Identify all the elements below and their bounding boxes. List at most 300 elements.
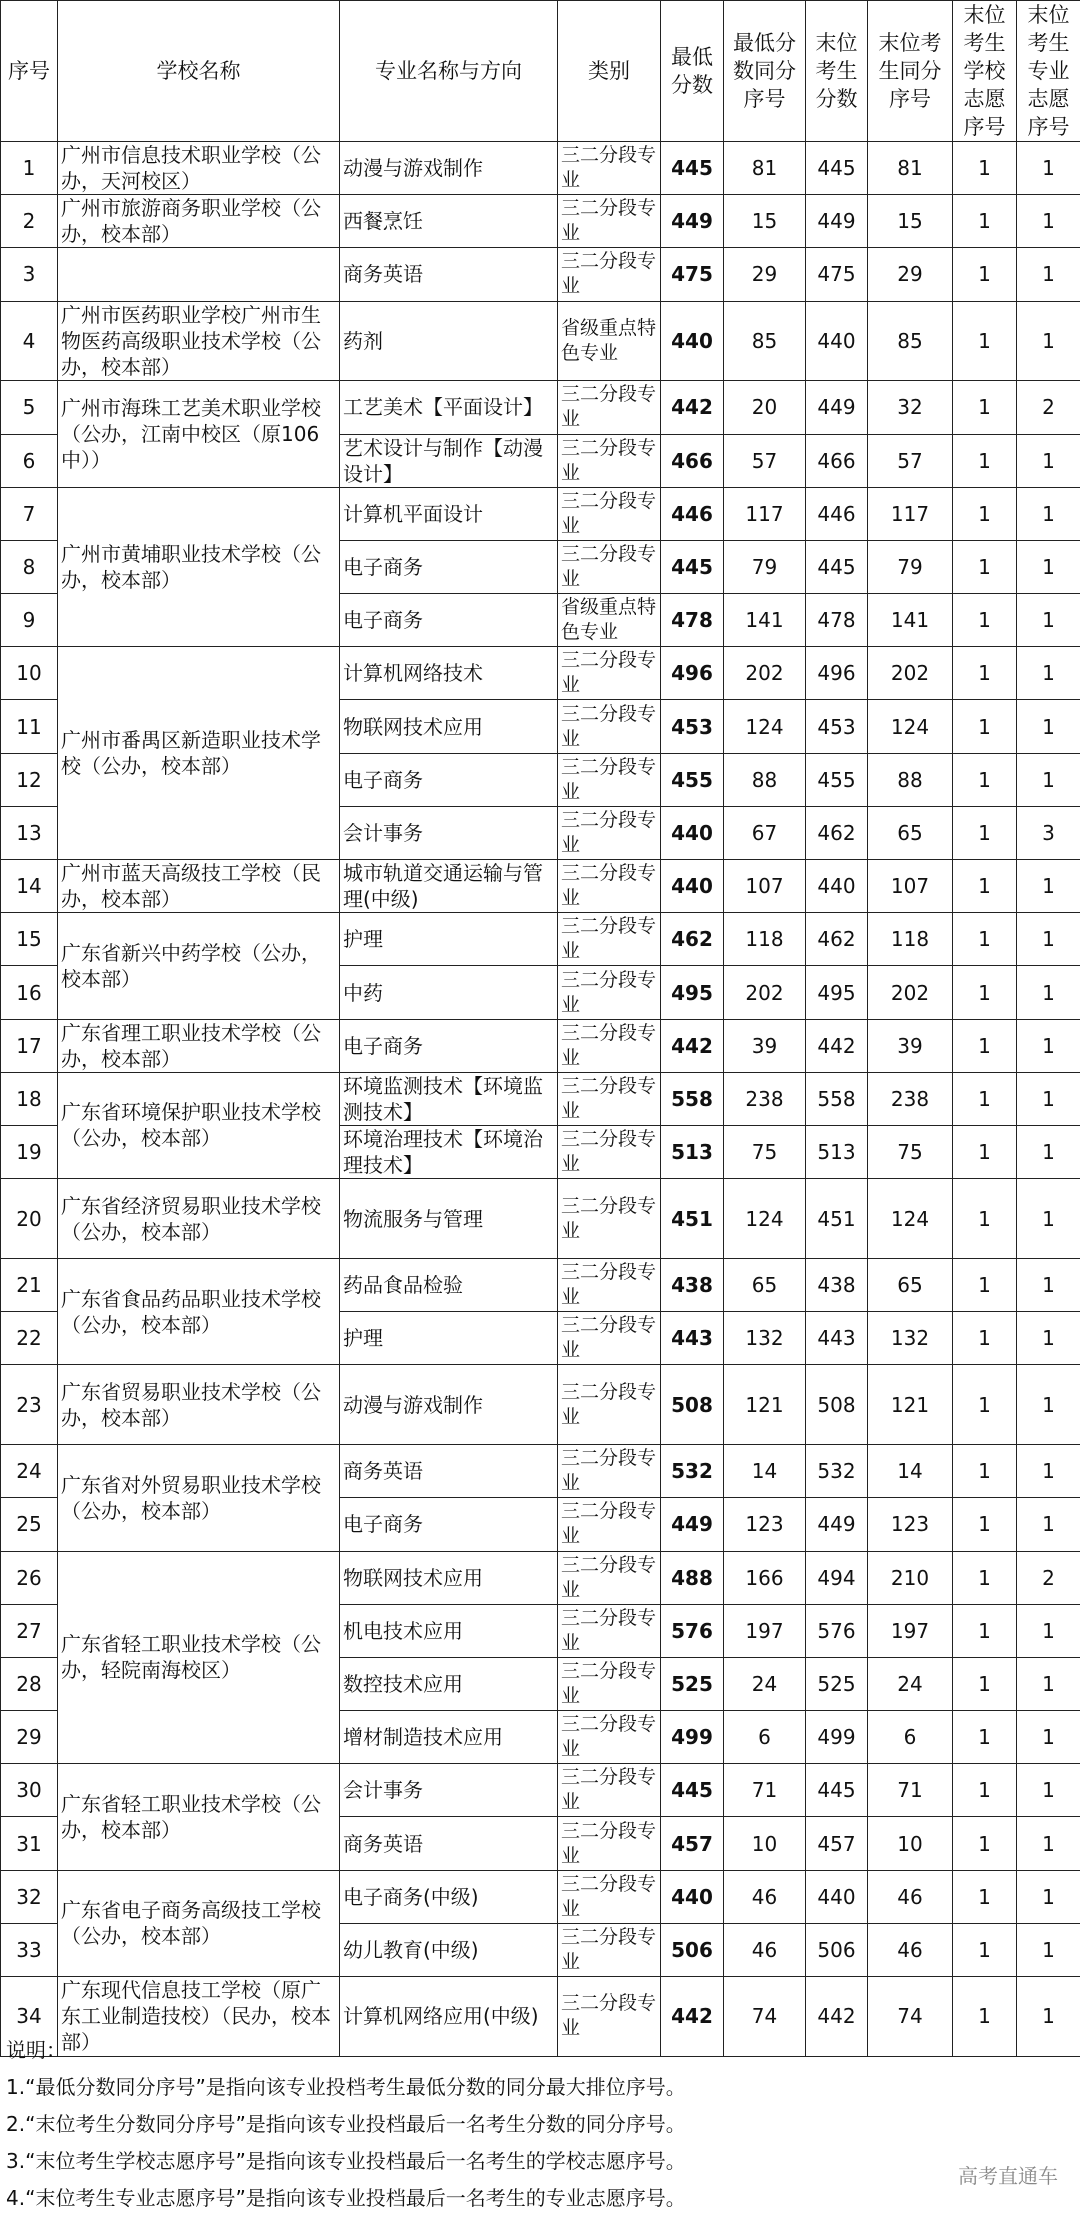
last-major-pref: 1 [1017, 753, 1080, 806]
last-score-rank: 65 [868, 806, 953, 859]
header-last-score: 末位考生分数 [806, 1, 868, 142]
last-score-rank: 71 [868, 1764, 953, 1817]
last-score-rank: 29 [868, 248, 953, 301]
last-score: 462 [806, 806, 868, 859]
last-major-pref: 1 [1017, 913, 1080, 966]
major-name: 城市轨道交通运输与管理(中级) [340, 860, 558, 913]
header-no: 序号 [1, 1, 58, 142]
last-major-pref: 1 [1017, 301, 1080, 381]
last-score-rank: 202 [868, 966, 953, 1019]
row-number: 6 [1, 434, 58, 487]
last-major-pref: 1 [1017, 1657, 1080, 1710]
min-score: 445 [661, 1764, 724, 1817]
category: 三二分段专业 [558, 1258, 661, 1311]
min-score-rank: 141 [724, 594, 806, 647]
last-school-pref: 1 [953, 1125, 1017, 1178]
school-name: 广东省新兴中药学校（公办，校本部） [58, 913, 340, 1019]
row-number: 7 [1, 487, 58, 540]
category: 三二分段专业 [558, 1072, 661, 1125]
last-score-rank: 32 [868, 381, 953, 434]
last-school-pref: 1 [953, 913, 1017, 966]
last-school-pref: 1 [953, 1498, 1017, 1551]
category: 三二分段专业 [558, 1977, 661, 2057]
last-score: 449 [806, 381, 868, 434]
min-score-rank: 238 [724, 1072, 806, 1125]
major-name: 电子商务 [340, 540, 558, 593]
last-score: 443 [806, 1312, 868, 1365]
row-number: 17 [1, 1019, 58, 1072]
min-score-rank: 46 [724, 1870, 806, 1923]
category: 三二分段专业 [558, 1923, 661, 1976]
last-major-pref: 1 [1017, 594, 1080, 647]
last-major-pref: 1 [1017, 1711, 1080, 1764]
min-score: 445 [661, 540, 724, 593]
min-score-rank: 88 [724, 753, 806, 806]
last-score: 440 [806, 860, 868, 913]
major-name: 环境治理技术【环境治理技术】 [340, 1125, 558, 1178]
min-score: 449 [661, 1498, 724, 1551]
last-score: 446 [806, 487, 868, 540]
min-score: 440 [661, 1870, 724, 1923]
last-score: 462 [806, 913, 868, 966]
last-major-pref: 1 [1017, 1125, 1080, 1178]
row-number: 4 [1, 301, 58, 381]
min-score: 440 [661, 860, 724, 913]
min-score: 576 [661, 1604, 724, 1657]
last-major-pref: 1 [1017, 1923, 1080, 1976]
table-row [1, 913, 1080, 966]
last-major-pref: 1 [1017, 1258, 1080, 1311]
last-score: 496 [806, 647, 868, 700]
last-major-pref: 1 [1017, 1019, 1080, 1072]
last-major-pref: 1 [1017, 1604, 1080, 1657]
row-number: 13 [1, 806, 58, 859]
last-school-pref: 1 [953, 1072, 1017, 1125]
last-school-pref: 1 [953, 806, 1017, 859]
major-name: 电子商务 [340, 1498, 558, 1551]
last-score-rank: 88 [868, 753, 953, 806]
category: 三二分段专业 [558, 1365, 661, 1445]
table-row [1, 647, 1080, 700]
last-score-rank: 210 [868, 1551, 953, 1604]
min-score-rank: 20 [724, 381, 806, 434]
row-number: 29 [1, 1711, 58, 1764]
last-school-pref: 1 [953, 381, 1017, 434]
min-score-rank: 123 [724, 1498, 806, 1551]
row-number: 26 [1, 1551, 58, 1604]
major-name: 商务英语 [340, 1445, 558, 1498]
min-score: 443 [661, 1312, 724, 1365]
min-score: 513 [661, 1125, 724, 1178]
last-school-pref: 1 [953, 1657, 1017, 1710]
category: 三二分段专业 [558, 381, 661, 434]
last-school-pref: 1 [953, 1365, 1017, 1445]
category: 三二分段专业 [558, 966, 661, 1019]
row-number: 21 [1, 1258, 58, 1311]
min-score-rank: 29 [724, 248, 806, 301]
last-score: 440 [806, 1870, 868, 1923]
category: 三二分段专业 [558, 195, 661, 248]
last-score: 445 [806, 142, 868, 195]
note-line: 3.“末位考生学校志愿序号”是指向该专业投档最后一名考生的学校志愿序号。 [6, 2149, 686, 2173]
header-min-score: 最低分数 [661, 1, 724, 142]
last-score: 513 [806, 1125, 868, 1178]
last-score: 576 [806, 1604, 868, 1657]
last-score-rank: 132 [868, 1312, 953, 1365]
last-score: 508 [806, 1365, 868, 1445]
last-major-pref: 2 [1017, 1551, 1080, 1604]
last-score-rank: 117 [868, 487, 953, 540]
last-school-pref: 1 [953, 1019, 1017, 1072]
row-number: 9 [1, 594, 58, 647]
category: 三二分段专业 [558, 1604, 661, 1657]
category: 三二分段专业 [558, 647, 661, 700]
school-name: 广州市海珠工艺美术职业学校（公办，江南中校区（原106中）） [58, 381, 340, 487]
min-score-rank: 197 [724, 1604, 806, 1657]
last-school-pref: 1 [953, 487, 1017, 540]
school-name: 广东省贸易职业技术学校（公办，校本部） [58, 1365, 340, 1445]
major-name: 西餐烹饪 [340, 195, 558, 248]
last-score-rank: 74 [868, 1977, 953, 2057]
last-school-pref: 1 [953, 540, 1017, 593]
category: 三二分段专业 [558, 248, 661, 301]
table-row [1, 1179, 1080, 1259]
row-number: 27 [1, 1604, 58, 1657]
last-major-pref: 1 [1017, 1817, 1080, 1870]
table-row [1, 1445, 1080, 1498]
last-score-rank: 202 [868, 647, 953, 700]
last-score-rank: 81 [868, 142, 953, 195]
major-name: 幼儿教育(中级) [340, 1923, 558, 1976]
note-line: 1.“最低分数同分序号”是指向该专业投档考生最低分数的同分最大排位序号。 [6, 2075, 686, 2099]
min-score: 495 [661, 966, 724, 1019]
category: 三二分段专业 [558, 753, 661, 806]
school-name: 广州市番禺区新造职业技术学校（公办，校本部） [58, 647, 340, 860]
major-name: 电子商务 [340, 594, 558, 647]
last-score: 457 [806, 1817, 868, 1870]
last-school-pref: 1 [953, 1870, 1017, 1923]
category: 三二分段专业 [558, 806, 661, 859]
table-row [1, 1365, 1080, 1445]
header-category: 类别 [558, 1, 661, 142]
last-score-rank: 10 [868, 1817, 953, 1870]
last-school-pref: 1 [953, 1258, 1017, 1311]
category: 三二分段专业 [558, 487, 661, 540]
row-number: 31 [1, 1817, 58, 1870]
school-name: 广东现代信息技工学校（原广东工业制造技校）（民办，校本部） [58, 1977, 340, 2057]
min-score: 440 [661, 301, 724, 381]
major-name: 会计事务 [340, 1764, 558, 1817]
row-number: 20 [1, 1179, 58, 1259]
min-score: 446 [661, 487, 724, 540]
row-number: 12 [1, 753, 58, 806]
school-name: 广东省轻工职业技术学校（公办，轻院南海校区） [58, 1551, 340, 1764]
row-number: 11 [1, 700, 58, 753]
major-name: 商务英语 [340, 248, 558, 301]
category: 三二分段专业 [558, 1764, 661, 1817]
table-row [1, 301, 1080, 381]
last-score: 440 [806, 301, 868, 381]
major-name: 物联网技术应用 [340, 700, 558, 753]
last-school-pref: 1 [953, 966, 1017, 1019]
category: 三二分段专业 [558, 1445, 661, 1498]
last-major-pref: 1 [1017, 540, 1080, 593]
min-score-rank: 39 [724, 1019, 806, 1072]
min-score-rank: 121 [724, 1365, 806, 1445]
last-score-rank: 123 [868, 1498, 953, 1551]
min-score-rank: 166 [724, 1551, 806, 1604]
min-score-rank: 14 [724, 1445, 806, 1498]
major-name: 数控技术应用 [340, 1657, 558, 1710]
major-name: 机电技术应用 [340, 1604, 558, 1657]
major-name: 增材制造技术应用 [340, 1711, 558, 1764]
school-name: 广州市信息技术职业学校（公办，天河校区） [58, 142, 340, 195]
min-score: 466 [661, 434, 724, 487]
last-school-pref: 1 [953, 1817, 1017, 1870]
notes-title: 说明： [6, 2038, 66, 2062]
last-major-pref: 1 [1017, 860, 1080, 913]
last-score: 445 [806, 1764, 868, 1817]
last-major-pref: 2 [1017, 381, 1080, 434]
last-score-rank: 57 [868, 434, 953, 487]
min-score-rank: 67 [724, 806, 806, 859]
last-score: 451 [806, 1179, 868, 1259]
row-number: 24 [1, 1445, 58, 1498]
category: 三二分段专业 [558, 1498, 661, 1551]
row-number: 8 [1, 540, 58, 593]
min-score: 506 [661, 1923, 724, 1976]
major-name: 环境监测技术【环境监测技术】 [340, 1072, 558, 1125]
last-school-pref: 1 [953, 753, 1017, 806]
row-number: 25 [1, 1498, 58, 1551]
note-line: 2.“末位考生分数同分序号”是指向该专业投档最后一名考生分数的同分序号。 [6, 2112, 686, 2136]
last-school-pref: 1 [953, 647, 1017, 700]
last-major-pref: 1 [1017, 1870, 1080, 1923]
last-score-rank: 141 [868, 594, 953, 647]
min-score-rank: 202 [724, 647, 806, 700]
last-score-rank: 79 [868, 540, 953, 593]
school-name: 广东省食品药品职业技术学校（公办，校本部） [58, 1258, 340, 1364]
category: 省级重点特色专业 [558, 301, 661, 381]
last-score: 449 [806, 195, 868, 248]
last-major-pref: 1 [1017, 1764, 1080, 1817]
last-major-pref: 3 [1017, 806, 1080, 859]
last-score-rank: 46 [868, 1923, 953, 1976]
row-number: 15 [1, 913, 58, 966]
major-name: 药剂 [340, 301, 558, 381]
last-score-rank: 75 [868, 1125, 953, 1178]
table-row [1, 1870, 1080, 1923]
last-score: 445 [806, 540, 868, 593]
row-number: 18 [1, 1072, 58, 1125]
last-score: 525 [806, 1657, 868, 1710]
row-number: 22 [1, 1312, 58, 1365]
min-score-rank: 24 [724, 1657, 806, 1710]
major-name: 工艺美术【平面设计】 [340, 381, 558, 434]
major-name: 护理 [340, 913, 558, 966]
major-name: 计算机平面设计 [340, 487, 558, 540]
major-name: 药品食品检验 [340, 1258, 558, 1311]
last-school-pref: 1 [953, 594, 1017, 647]
last-score: 466 [806, 434, 868, 487]
min-score-rank: 15 [724, 195, 806, 248]
last-score-rank: 124 [868, 700, 953, 753]
table-row [1, 142, 1080, 195]
major-name: 艺术设计与制作【动漫设计】 [340, 434, 558, 487]
min-score: 532 [661, 1445, 724, 1498]
last-school-pref: 1 [953, 700, 1017, 753]
category: 三二分段专业 [558, 913, 661, 966]
school-name: 广东省轻工职业技术学校（公办，校本部） [58, 1764, 340, 1870]
last-score-rank: 124 [868, 1179, 953, 1259]
table-row [1, 860, 1080, 913]
major-name: 计算机网络技术 [340, 647, 558, 700]
school-name [58, 248, 340, 301]
last-score: 532 [806, 1445, 868, 1498]
min-score-rank: 46 [724, 1923, 806, 1976]
min-score: 462 [661, 913, 724, 966]
min-score-rank: 10 [724, 1817, 806, 1870]
major-name: 动漫与游戏制作 [340, 142, 558, 195]
watermark: 高考直通车 [958, 2164, 1058, 2188]
min-score: 525 [661, 1657, 724, 1710]
min-score-rank: 118 [724, 913, 806, 966]
school-name: 广东省经济贸易职业技术学校（公办，校本部） [58, 1179, 340, 1259]
min-score-rank: 202 [724, 966, 806, 1019]
min-score: 499 [661, 1711, 724, 1764]
category: 三二分段专业 [558, 540, 661, 593]
last-school-pref: 1 [953, 1977, 1017, 2057]
min-score: 442 [661, 1977, 724, 2057]
last-major-pref: 1 [1017, 1312, 1080, 1365]
last-school-pref: 1 [953, 1923, 1017, 1976]
last-major-pref: 1 [1017, 647, 1080, 700]
min-score: 475 [661, 248, 724, 301]
last-major-pref: 1 [1017, 142, 1080, 195]
last-school-pref: 1 [953, 1445, 1017, 1498]
major-name: 计算机网络应用(中级) [340, 1977, 558, 2057]
row-number: 19 [1, 1125, 58, 1178]
major-name: 物流服务与管理 [340, 1179, 558, 1259]
school-name: 广州市旅游商务职业学校（公办，校本部） [58, 195, 340, 248]
min-score-rank: 6 [724, 1711, 806, 1764]
major-name: 电子商务 [340, 1019, 558, 1072]
last-major-pref: 1 [1017, 434, 1080, 487]
header-school-pref: 末位考生学校志愿序号 [953, 1, 1017, 142]
last-score-rank: 14 [868, 1445, 953, 1498]
last-score-rank: 238 [868, 1072, 953, 1125]
last-school-pref: 1 [953, 434, 1017, 487]
min-score: 457 [661, 1817, 724, 1870]
last-school-pref: 1 [953, 1312, 1017, 1365]
school-name: 广东省电子商务高级技工学校（公办，校本部） [58, 1870, 340, 1976]
header-last-rank: 末位考生同分序号 [868, 1, 953, 142]
min-score-rank: 117 [724, 487, 806, 540]
last-major-pref: 1 [1017, 1179, 1080, 1259]
min-score: 451 [661, 1179, 724, 1259]
min-score: 488 [661, 1551, 724, 1604]
school-name: 广州市黄埔职业技术学校（公办，校本部） [58, 487, 340, 647]
min-score-rank: 57 [724, 434, 806, 487]
category: 三二分段专业 [558, 860, 661, 913]
table-row [1, 1072, 1080, 1125]
last-score-rank: 46 [868, 1870, 953, 1923]
header-school: 学校名称 [58, 1, 340, 142]
major-name: 物联网技术应用 [340, 1551, 558, 1604]
row-number: 16 [1, 966, 58, 1019]
last-score: 453 [806, 700, 868, 753]
last-major-pref: 1 [1017, 966, 1080, 1019]
table-row [1, 1764, 1080, 1817]
category: 三二分段专业 [558, 1312, 661, 1365]
table-row [1, 487, 1080, 540]
table-row [1, 248, 1080, 301]
row-number: 33 [1, 1923, 58, 1976]
row-number: 1 [1, 142, 58, 195]
last-school-pref: 1 [953, 1551, 1017, 1604]
last-school-pref: 1 [953, 142, 1017, 195]
school-name: 广州市医药职业学校广州市生物医药高级职业技术学校（公办，校本部） [58, 301, 340, 381]
last-major-pref: 1 [1017, 195, 1080, 248]
major-name: 护理 [340, 1312, 558, 1365]
category: 三二分段专业 [558, 1657, 661, 1710]
header-major: 专业名称与方向 [340, 1, 558, 142]
min-score-rank: 75 [724, 1125, 806, 1178]
last-school-pref: 1 [953, 195, 1017, 248]
note-line: 4.“末位考生专业志愿序号”是指向该专业投档最后一名考生的专业志愿序号。 [6, 2186, 686, 2210]
row-number: 28 [1, 1657, 58, 1710]
last-major-pref: 1 [1017, 248, 1080, 301]
table-row [1, 1551, 1080, 1604]
min-score: 442 [661, 1019, 724, 1072]
row-number: 23 [1, 1365, 58, 1445]
last-major-pref: 1 [1017, 1977, 1080, 2057]
major-name: 会计事务 [340, 806, 558, 859]
row-number: 5 [1, 381, 58, 434]
last-score: 442 [806, 1977, 868, 2057]
last-score-rank: 85 [868, 301, 953, 381]
table-row [1, 195, 1080, 248]
header-major-pref: 末位考生专业志愿序号 [1017, 1, 1080, 142]
last-score-rank: 118 [868, 913, 953, 966]
category: 三二分段专业 [558, 1870, 661, 1923]
school-name: 广东省环境保护职业技术学校（公办，校本部） [58, 1072, 340, 1178]
last-score: 442 [806, 1019, 868, 1072]
row-number: 10 [1, 647, 58, 700]
min-score: 449 [661, 195, 724, 248]
last-school-pref: 1 [953, 1604, 1017, 1657]
last-score: 506 [806, 1923, 868, 1976]
last-score: 449 [806, 1498, 868, 1551]
min-score: 442 [661, 381, 724, 434]
category: 三二分段专业 [558, 434, 661, 487]
last-score-rank: 15 [868, 195, 953, 248]
last-score-rank: 39 [868, 1019, 953, 1072]
major-name: 商务英语 [340, 1817, 558, 1870]
min-score-rank: 85 [724, 301, 806, 381]
last-score: 494 [806, 1551, 868, 1604]
category: 省级重点特色专业 [558, 594, 661, 647]
school-name: 广州市蓝天高级技工学校（民办，校本部） [58, 860, 340, 913]
table-row [1, 1019, 1080, 1072]
category: 三二分段专业 [558, 1817, 661, 1870]
min-score: 445 [661, 142, 724, 195]
row-number: 34 [1, 1977, 58, 2057]
school-name: 广东省对外贸易职业技术学校（公办，校本部） [58, 1445, 340, 1551]
min-score: 508 [661, 1365, 724, 1445]
last-major-pref: 1 [1017, 487, 1080, 540]
row-number: 30 [1, 1764, 58, 1817]
